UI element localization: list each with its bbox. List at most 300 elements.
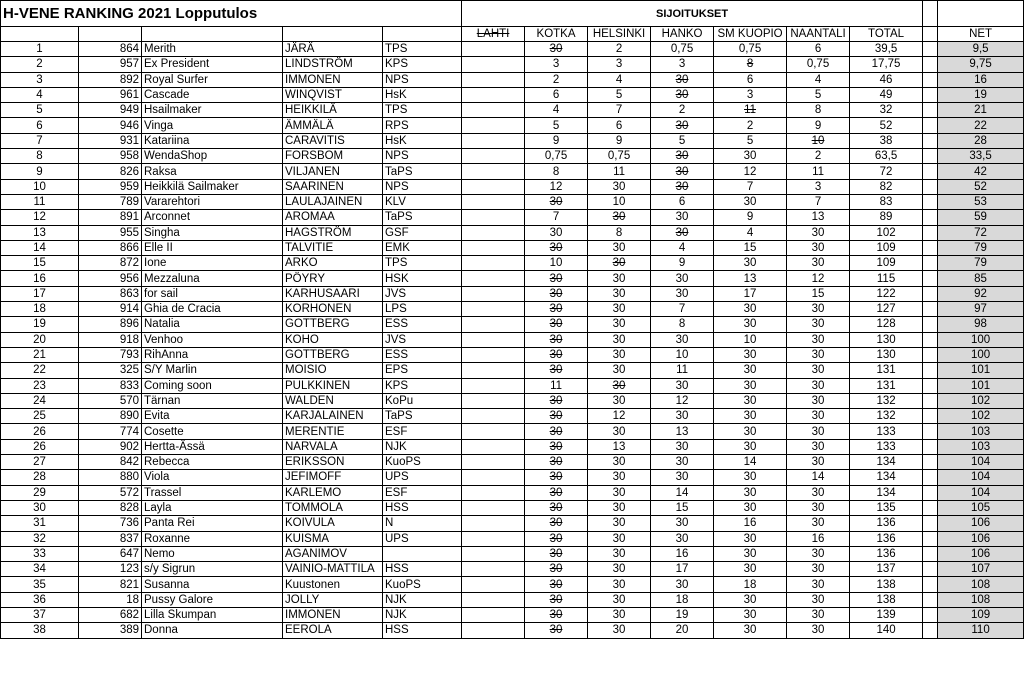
cell-boat: Hsailmaker: [142, 103, 283, 118]
cell-skipper: FORSBOM: [283, 149, 383, 164]
table-row: [1, 607, 1024, 622]
cell-rank: 25: [1, 409, 79, 424]
cell-net: 59: [938, 210, 1024, 225]
cell-hanko: 14: [651, 485, 714, 500]
cell-lahti: [462, 332, 525, 347]
cell-naantali: 30: [787, 592, 850, 607]
cell-total: 131: [850, 363, 923, 378]
cell-kuopio: 30: [714, 562, 787, 577]
cell-hanko: 5: [651, 133, 714, 148]
cell-naantali: 30: [787, 225, 850, 240]
cell-skipper: AROMAA: [283, 210, 383, 225]
cell-skipper: KOIVULA: [283, 516, 383, 531]
cell-naantali: 30: [787, 302, 850, 317]
cell-helsinki: 2: [588, 42, 651, 57]
cell-boat: Venhoo: [142, 332, 283, 347]
cell-hanko: 30: [651, 149, 714, 164]
cell-club: NJK: [383, 439, 462, 454]
cell-net: 102: [938, 409, 1024, 424]
table-row: [1, 378, 1024, 393]
cell-helsinki: 30: [588, 271, 651, 286]
cell-club: UPS: [383, 470, 462, 485]
header-boat: [142, 27, 283, 42]
cell-kuopio: 30: [714, 363, 787, 378]
cell-skipper: KUISMA: [283, 531, 383, 546]
cell-no: 955: [79, 225, 142, 240]
header-skipper: [283, 27, 383, 42]
cell-hanko: 18: [651, 592, 714, 607]
cell-club: UPS: [383, 531, 462, 546]
cell-hanko: 30: [651, 225, 714, 240]
cell-club: JVS: [383, 286, 462, 301]
cell-helsinki: 30: [588, 393, 651, 408]
cell-kotka: 6: [525, 87, 588, 102]
cell-rank: 35: [1, 577, 79, 592]
cell-no: 833: [79, 378, 142, 393]
cell-skipper: WINQVIST: [283, 87, 383, 102]
cell-club: [383, 546, 462, 561]
cell-total: 134: [850, 455, 923, 470]
cell-club: ESS: [383, 317, 462, 332]
spacer-cell: [923, 546, 938, 561]
cell-total: 139: [850, 607, 923, 622]
cell-no: 793: [79, 347, 142, 362]
cell-helsinki: 3: [588, 57, 651, 72]
cell-naantali: 30: [787, 455, 850, 470]
cell-net: 109: [938, 607, 1024, 622]
cell-lahti: [462, 103, 525, 118]
spacer-cell: [923, 118, 938, 133]
cell-naantali: 30: [787, 332, 850, 347]
cell-skipper: ARKO: [283, 256, 383, 271]
table-row: [1, 485, 1024, 500]
cell-helsinki: 30: [588, 485, 651, 500]
cell-club: NPS: [383, 72, 462, 87]
cell-lahti: [462, 363, 525, 378]
cell-rank: 6: [1, 118, 79, 133]
cell-net: 79: [938, 240, 1024, 255]
cell-lahti: [462, 485, 525, 500]
cell-net: 98: [938, 317, 1024, 332]
cell-lahti: [462, 225, 525, 240]
cell-skipper: GOTTBERG: [283, 347, 383, 362]
cell-kotka: 30: [525, 516, 588, 531]
table-row: [1, 592, 1024, 607]
cell-kotka: 30: [525, 317, 588, 332]
cell-kotka: 30: [525, 332, 588, 347]
cell-helsinki: 30: [588, 531, 651, 546]
cell-naantali: 30: [787, 256, 850, 271]
spacer-cell: [923, 485, 938, 500]
cell-no: 828: [79, 500, 142, 515]
cell-helsinki: 11: [588, 164, 651, 179]
cell-helsinki: 30: [588, 256, 651, 271]
cell-total: 140: [850, 623, 923, 638]
cell-total: 132: [850, 393, 923, 408]
table-row: [1, 42, 1024, 57]
cell-kotka: 8: [525, 164, 588, 179]
cell-kotka: 30: [525, 562, 588, 577]
cell-rank: 36: [1, 592, 79, 607]
cell-rank: 18: [1, 302, 79, 317]
cell-total: 127: [850, 302, 923, 317]
cell-net: 100: [938, 332, 1024, 347]
cell-rank: 31: [1, 516, 79, 531]
cell-boat: Raksa: [142, 164, 283, 179]
cell-total: 136: [850, 546, 923, 561]
cell-lahti: [462, 42, 525, 57]
cell-rank: 32: [1, 531, 79, 546]
cell-club: TPS: [383, 103, 462, 118]
table-row: [1, 546, 1024, 561]
cell-hanko: 30: [651, 577, 714, 592]
cell-no: 880: [79, 470, 142, 485]
cell-lahti: [462, 623, 525, 638]
cell-naantali: 30: [787, 424, 850, 439]
cell-net: 42: [938, 164, 1024, 179]
cell-skipper: TOMMOLA: [283, 500, 383, 515]
header-net: NET: [938, 27, 1024, 42]
cell-lahti: [462, 57, 525, 72]
table-row: [1, 57, 1024, 72]
table-row: [1, 149, 1024, 164]
header-club: [383, 27, 462, 42]
cell-helsinki: 6: [588, 118, 651, 133]
cell-kuopio: 30: [714, 317, 787, 332]
cell-skipper: MERENTIE: [283, 424, 383, 439]
cell-kuopio: 0,75: [714, 42, 787, 57]
cell-net: 104: [938, 485, 1024, 500]
cell-rank: 19: [1, 317, 79, 332]
cell-total: 136: [850, 531, 923, 546]
cell-kotka: 3: [525, 57, 588, 72]
table-row: [1, 531, 1024, 546]
table-row: [1, 103, 1024, 118]
sheet-title: H-VENE RANKING 2021 Lopputulos: [1, 1, 462, 27]
cell-lahti: [462, 133, 525, 148]
table-row: [1, 424, 1024, 439]
cell-net: 9,75: [938, 57, 1024, 72]
cell-lahti: [462, 271, 525, 286]
spacer-cell: [923, 516, 938, 531]
cell-club: NJK: [383, 592, 462, 607]
cell-club: HSS: [383, 623, 462, 638]
cell-no: 325: [79, 363, 142, 378]
cell-no: 890: [79, 409, 142, 424]
cell-total: 89: [850, 210, 923, 225]
cell-total: 72: [850, 164, 923, 179]
cell-net: 106: [938, 546, 1024, 561]
cell-hanko: 30: [651, 118, 714, 133]
cell-helsinki: 12: [588, 409, 651, 424]
spacer-cell: [923, 42, 938, 57]
cell-kotka: 9: [525, 133, 588, 148]
cell-naantali: 30: [787, 439, 850, 454]
cell-net: 107: [938, 562, 1024, 577]
cell-club: HsK: [383, 87, 462, 102]
cell-club: LPS: [383, 302, 462, 317]
cell-helsinki: 30: [588, 470, 651, 485]
cell-rank: 27: [1, 455, 79, 470]
cell-rank: 2: [1, 57, 79, 72]
cell-lahti: [462, 164, 525, 179]
table-row: [1, 500, 1024, 515]
cell-skipper: KARHUSAARI: [283, 286, 383, 301]
cell-lahti: [462, 240, 525, 255]
spacer-cell: [923, 347, 938, 362]
cell-hanko: 30: [651, 72, 714, 87]
cell-boat: Elle II: [142, 240, 283, 255]
table-row: [1, 393, 1024, 408]
spacer-cell: [923, 133, 938, 148]
cell-kuopio: 30: [714, 378, 787, 393]
cell-net: 79: [938, 256, 1024, 271]
table-row: [1, 332, 1024, 347]
cell-club: KLV: [383, 194, 462, 209]
cell-kuopio: 30: [714, 302, 787, 317]
cell-no: 896: [79, 317, 142, 332]
cell-hanko: 30: [651, 271, 714, 286]
cell-helsinki: 30: [588, 210, 651, 225]
spacer-cell: [923, 149, 938, 164]
cell-net: 33,5: [938, 149, 1024, 164]
header-kuopio: SM KUOPIO: [714, 27, 787, 42]
cell-rank: 15: [1, 256, 79, 271]
cell-kotka: 30: [525, 470, 588, 485]
table-row: [1, 271, 1024, 286]
cell-net: 22: [938, 118, 1024, 133]
table-row: [1, 577, 1024, 592]
cell-lahti: [462, 256, 525, 271]
cell-helsinki: 5: [588, 87, 651, 102]
cell-kotka: 5: [525, 118, 588, 133]
cell-net: 52: [938, 179, 1024, 194]
cell-net: 97: [938, 302, 1024, 317]
cell-kuopio: 30: [714, 347, 787, 362]
cell-skipper: JOLLY: [283, 592, 383, 607]
cell-kotka: 2: [525, 72, 588, 87]
header-total: TOTAL: [850, 27, 923, 42]
table-row: [1, 72, 1024, 87]
cell-total: 52: [850, 118, 923, 133]
cell-skipper: AGANIMOV: [283, 546, 383, 561]
cell-helsinki: 30: [588, 317, 651, 332]
cell-total: 137: [850, 562, 923, 577]
title-row: [1, 1, 1024, 27]
cell-kuopio: 9: [714, 210, 787, 225]
cell-lahti: [462, 118, 525, 133]
cell-helsinki: 30: [588, 623, 651, 638]
cell-total: 83: [850, 194, 923, 209]
cell-rank: 4: [1, 87, 79, 102]
cell-no: 123: [79, 562, 142, 577]
cell-net: 85: [938, 271, 1024, 286]
table-row: [1, 133, 1024, 148]
cell-skipper: CARAVITIS: [283, 133, 383, 148]
spacer-cell: [923, 210, 938, 225]
cell-total: 135: [850, 500, 923, 515]
cell-naantali: 30: [787, 546, 850, 561]
cell-rank: 9: [1, 164, 79, 179]
cell-skipper: ERIKSSON: [283, 455, 383, 470]
cell-net: 53: [938, 194, 1024, 209]
cell-lahti: [462, 592, 525, 607]
spacer-cell: [923, 1, 938, 27]
cell-club: TPS: [383, 256, 462, 271]
cell-helsinki: 30: [588, 347, 651, 362]
cell-naantali: 6: [787, 42, 850, 57]
cell-helsinki: 30: [588, 455, 651, 470]
cell-hanko: 13: [651, 424, 714, 439]
cell-lahti: [462, 516, 525, 531]
cell-kuopio: 30: [714, 149, 787, 164]
cell-club: EPS: [383, 363, 462, 378]
cell-rank: 16: [1, 271, 79, 286]
spacer-cell: [923, 271, 938, 286]
cell-skipper: SAARINEN: [283, 179, 383, 194]
spacer-cell: [923, 164, 938, 179]
cell-boat: Tärnan: [142, 393, 283, 408]
cell-naantali: 30: [787, 317, 850, 332]
cell-rank: 33: [1, 546, 79, 561]
cell-kotka: 30: [525, 271, 588, 286]
cell-lahti: [462, 210, 525, 225]
cell-lahti: [462, 302, 525, 317]
cell-no: 931: [79, 133, 142, 148]
spacer-cell: [923, 317, 938, 332]
cell-skipper: JÄRÄ: [283, 42, 383, 57]
cell-helsinki: 4: [588, 72, 651, 87]
spacer-cell: [923, 27, 938, 42]
cell-boat: Layla: [142, 500, 283, 515]
cell-boat: Ghia de Cracia: [142, 302, 283, 317]
cell-kuopio: 3: [714, 87, 787, 102]
cell-no: 872: [79, 256, 142, 271]
cell-hanko: 9: [651, 256, 714, 271]
header-naantali: NAANTALI: [787, 27, 850, 42]
cell-kuopio: 30: [714, 409, 787, 424]
cell-rank: 26: [1, 424, 79, 439]
cell-skipper: EEROLA: [283, 623, 383, 638]
cell-no: 389: [79, 623, 142, 638]
cell-helsinki: 30: [588, 363, 651, 378]
cell-boat: Rebecca: [142, 455, 283, 470]
cell-boat: Cosette: [142, 424, 283, 439]
cell-boat: s/y Sigrun: [142, 562, 283, 577]
spacer-cell: [923, 378, 938, 393]
cell-total: 46: [850, 72, 923, 87]
cell-naantali: 16: [787, 531, 850, 546]
cell-kotka: 30: [525, 500, 588, 515]
table-row: [1, 87, 1024, 102]
cell-rank: 3: [1, 72, 79, 87]
cell-no: 959: [79, 179, 142, 194]
cell-rank: 26: [1, 439, 79, 454]
cell-no: 891: [79, 210, 142, 225]
cell-hanko: 12: [651, 393, 714, 408]
cell-kotka: 4: [525, 103, 588, 118]
spacer-cell: [923, 424, 938, 439]
cell-kuopio: 30: [714, 424, 787, 439]
cell-net: 103: [938, 424, 1024, 439]
cell-helsinki: 30: [588, 500, 651, 515]
cell-net: 100: [938, 347, 1024, 362]
cell-boat: Merith: [142, 42, 283, 57]
cell-naantali: 9: [787, 118, 850, 133]
cell-club: TPS: [383, 42, 462, 57]
cell-boat: Natalia: [142, 317, 283, 332]
cell-kuopio: 5: [714, 133, 787, 148]
cell-club: KuoPS: [383, 577, 462, 592]
spacer-cell: [923, 500, 938, 515]
cell-hanko: 0,75: [651, 42, 714, 57]
spacer-cell: [923, 87, 938, 102]
cell-naantali: 30: [787, 562, 850, 577]
cell-helsinki: 30: [588, 240, 651, 255]
cell-net: 101: [938, 378, 1024, 393]
table-row: [1, 562, 1024, 577]
spacer-cell: [923, 72, 938, 87]
cell-total: 63,5: [850, 149, 923, 164]
cell-rank: 17: [1, 286, 79, 301]
cell-net: 9,5: [938, 42, 1024, 57]
spacer-cell: [923, 256, 938, 271]
cell-hanko: 30: [651, 87, 714, 102]
cell-kuopio: 12: [714, 164, 787, 179]
spacer-cell: [923, 225, 938, 240]
cell-hanko: 30: [651, 332, 714, 347]
table-row: [1, 347, 1024, 362]
cell-hanko: 30: [651, 470, 714, 485]
table-row: [1, 470, 1024, 485]
cell-net: 105: [938, 500, 1024, 515]
table-row: [1, 409, 1024, 424]
cell-helsinki: 30: [588, 592, 651, 607]
cell-naantali: 30: [787, 378, 850, 393]
cell-naantali: 30: [787, 500, 850, 515]
cell-hanko: 7: [651, 302, 714, 317]
cell-rank: 8: [1, 149, 79, 164]
sijoitukset-header: SIJOITUKSET: [462, 1, 923, 27]
cell-kotka: 0,75: [525, 149, 588, 164]
spacer-cell: [923, 286, 938, 301]
spacer-cell: [923, 332, 938, 347]
cell-no: 647: [79, 546, 142, 561]
cell-net: 101: [938, 363, 1024, 378]
cell-skipper: KARLEMO: [283, 485, 383, 500]
cell-lahti: [462, 500, 525, 515]
cell-club: NPS: [383, 149, 462, 164]
cell-lahti: [462, 72, 525, 87]
cell-boat: Lilla Skumpan: [142, 607, 283, 622]
cell-total: 38: [850, 133, 923, 148]
cell-boat: Panta Rei: [142, 516, 283, 531]
cell-kuopio: 18: [714, 577, 787, 592]
cell-no: 958: [79, 149, 142, 164]
cell-helsinki: 0,75: [588, 149, 651, 164]
spacer-cell: [923, 179, 938, 194]
cell-no: 949: [79, 103, 142, 118]
cell-boat: Pussy Galore: [142, 592, 283, 607]
cell-hanko: 30: [651, 378, 714, 393]
cell-total: 122: [850, 286, 923, 301]
cell-rank: 11: [1, 194, 79, 209]
cell-boat: Cascade: [142, 87, 283, 102]
cell-naantali: 7: [787, 194, 850, 209]
cell-skipper: LAULAJAINEN: [283, 194, 383, 209]
cell-club: HSS: [383, 562, 462, 577]
cell-helsinki: 10: [588, 194, 651, 209]
